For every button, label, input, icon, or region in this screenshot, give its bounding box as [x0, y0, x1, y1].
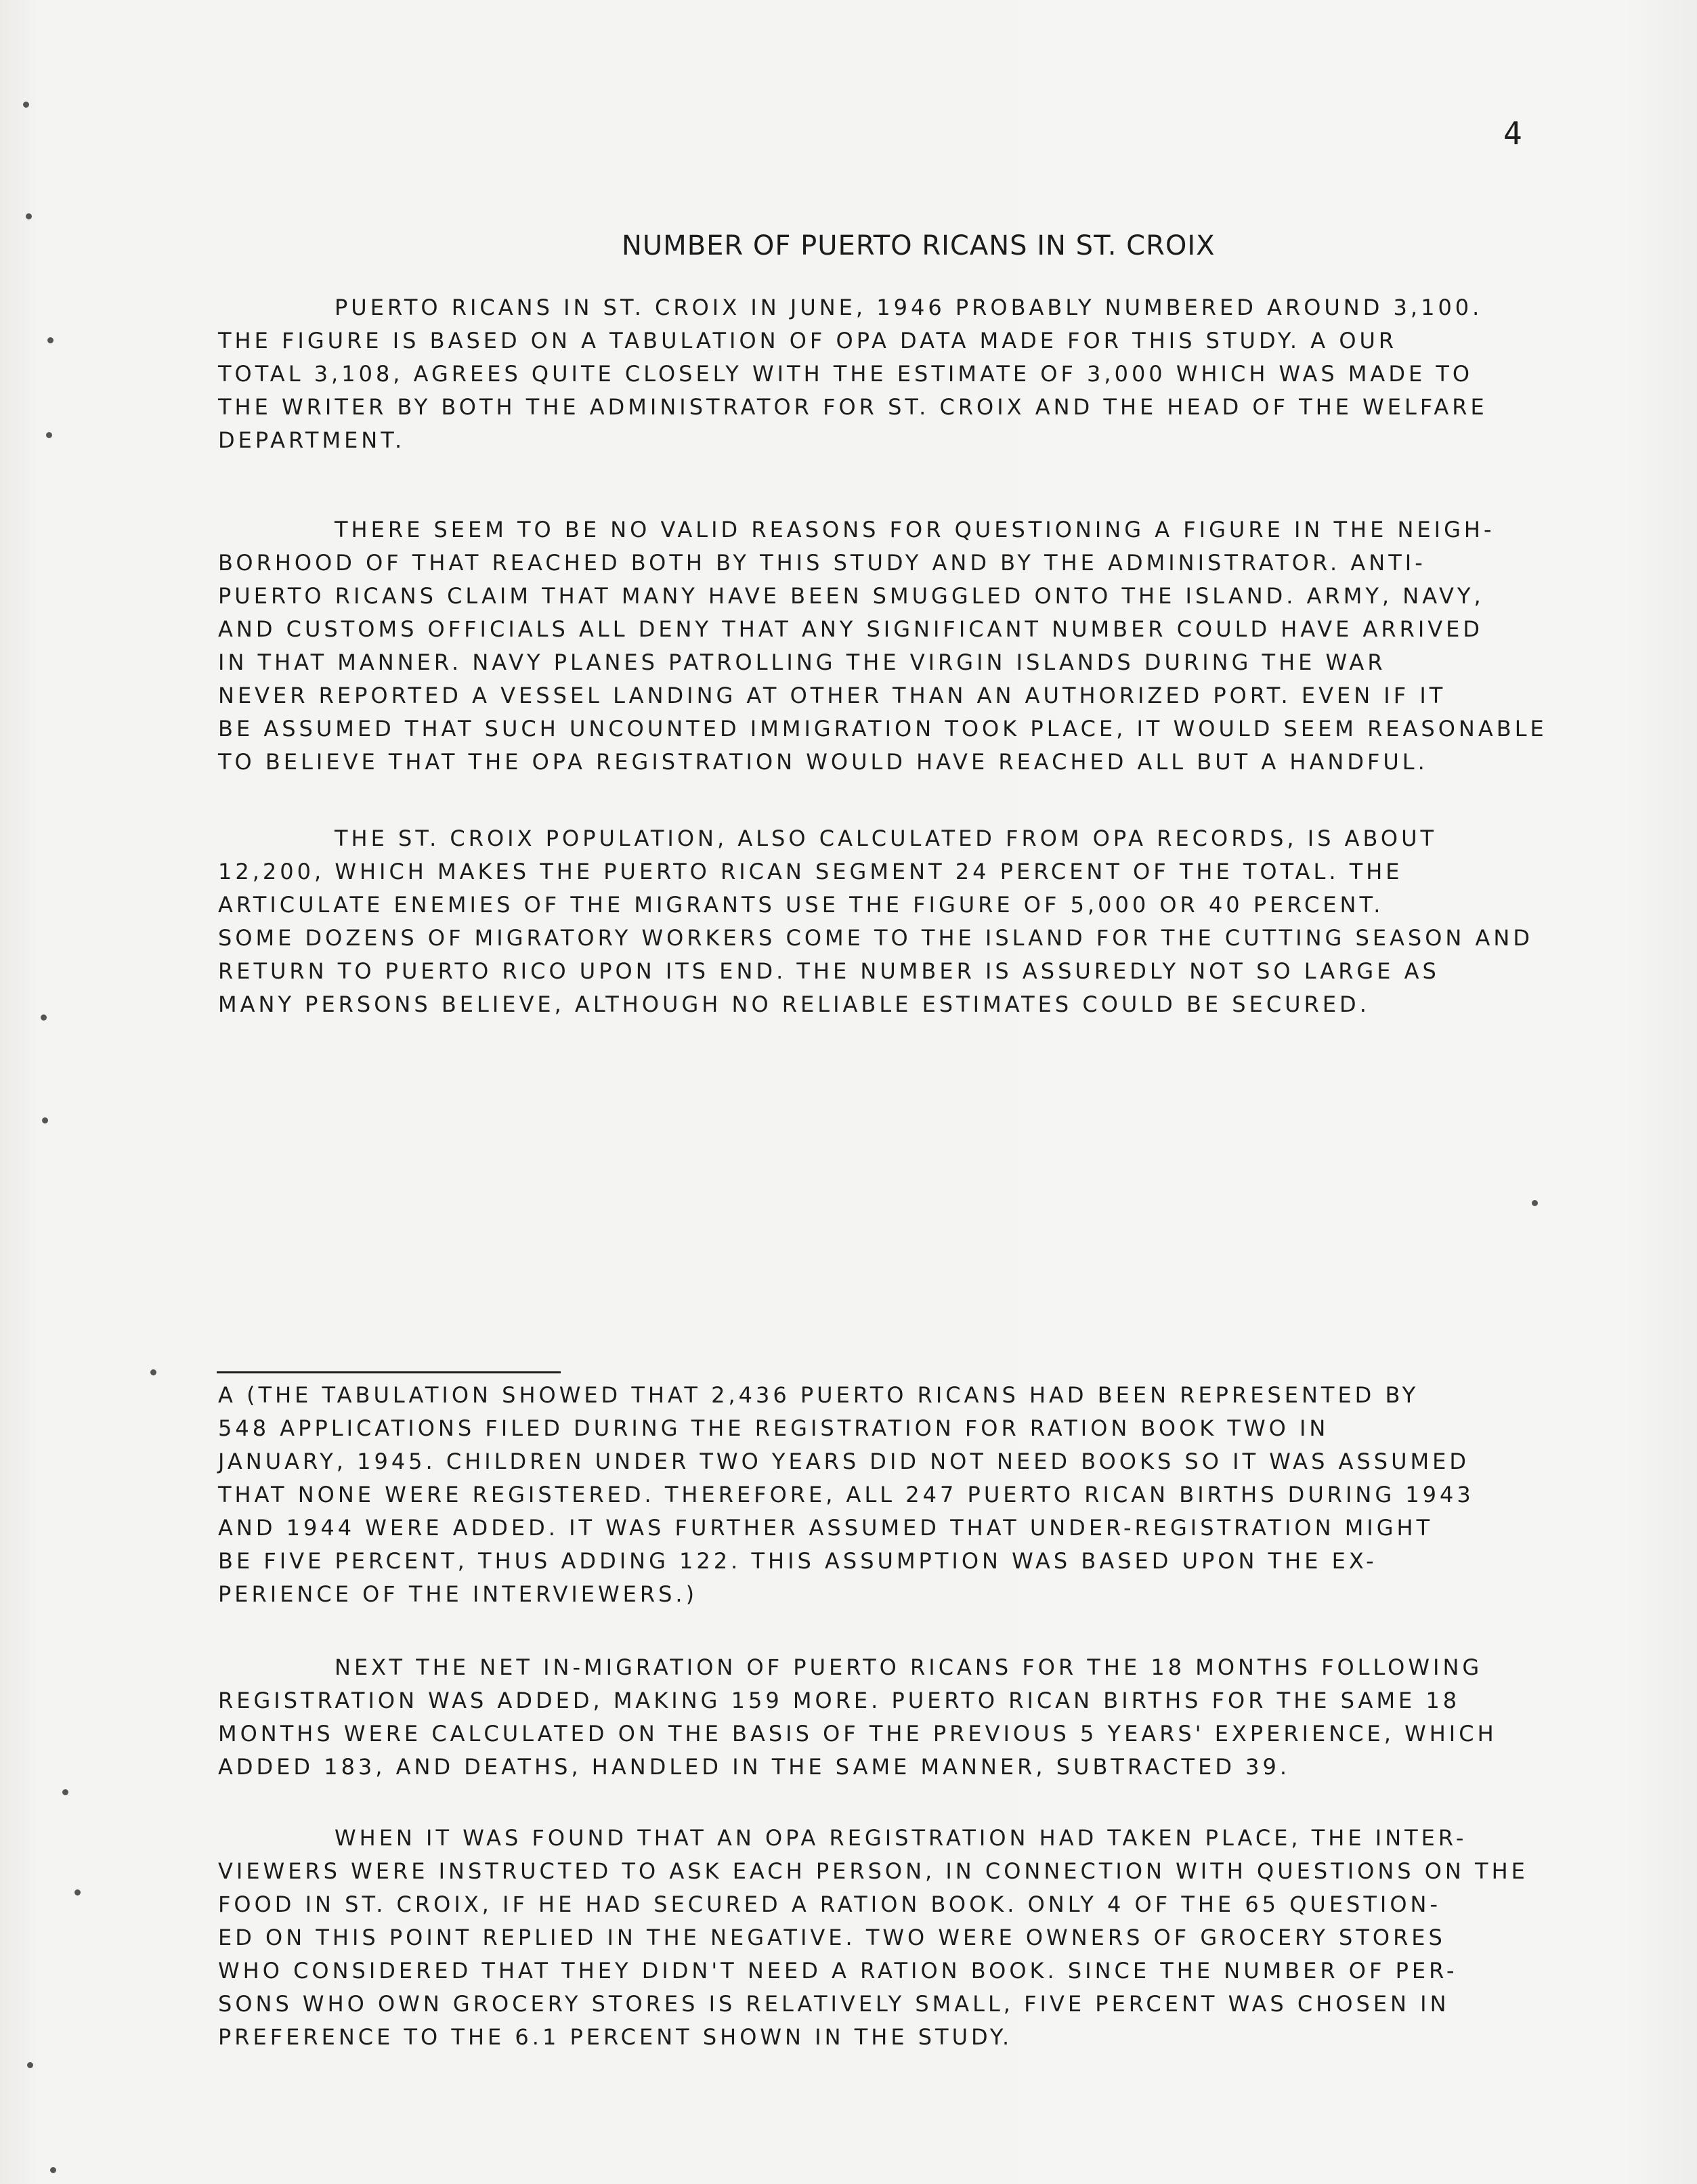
text-line: VIEWERS WERE INSTRUCTED TO ASK EACH PERSON, IN CONNECTION WITH QUESTIONS ON THE [218, 1858, 1528, 1884]
text-line: BE ASSUMED THAT SUCH UNCOUNTED IMMIGRATION TOOK PLACE, IT WOULD SEEM REASONABLE [218, 716, 1547, 742]
text-line: DEPARTMENT. [218, 427, 406, 453]
page-title: NUMBER OF PUERTO RICANS IN ST. CROIX [622, 230, 1216, 261]
footnote-divider [217, 1371, 561, 1373]
text-line: JANUARY, 1945. CHILDREN UNDER TWO YEARS DID NOT NEED BOOKS SO IT WAS ASSUMED [218, 1449, 1469, 1474]
text-line: BE FIVE PERCENT, THUS ADDING 122. THIS ASSUMPTION WAS BASED UPON THE EX- [218, 1548, 1377, 1574]
text-line: REGISTRATION WAS ADDED, MAKING 159 MORE. PUERTO RICAN BIRTHS FOR THE SAME 18 [218, 1688, 1461, 1713]
footnote-paragraph-2 [218, 1651, 1545, 1784]
text-line: PUERTO RICANS IN ST. CROIX IN JUNE, 1946 PROBABLY NUMBERED AROUND 3,100. [335, 295, 1483, 320]
text-line: SONS WHO OWN GROCERY STORES IS RELATIVELY SMALL, FIVE PERCENT WAS CHOSEN IN [218, 1991, 1450, 2017]
text-line: TOTAL 3,108, AGREES QUITE CLOSELY WITH THE ESTIMATE OF 3,000 WHICH WAS MADE TO [218, 361, 1474, 387]
scan-speck [23, 102, 29, 108]
text-line: SOME DOZENS OF MIGRATORY WORKERS COME TO THE ISLAND FOR THE CUTTING SEASON AND [218, 925, 1533, 951]
scan-speck [47, 337, 53, 343]
text-line: THAT NONE WERE REGISTERED. THEREFORE, ALL 247 PUERTO RICAN BIRTHS DURING 1943 [218, 1482, 1474, 1507]
text-line: BORHOOD OF THAT REACHED BOTH BY THIS STUDY AND BY THE ADMINISTRATOR. ANTI- [218, 550, 1426, 576]
scan-speck [50, 2167, 56, 2173]
scan-speck [42, 1117, 48, 1123]
text-line: PREFERENCE TO THE 6.1 PERCENT SHOWN IN THE STUDY. [218, 2024, 1013, 2050]
text-line: FOOD IN ST. CROIX, IF HE HAD SECURED A RATION BOOK. ONLY 4 OF THE 65 QUESTION- [218, 1891, 1441, 1917]
page-number: 4 [1503, 115, 1522, 152]
scan-speck [41, 1014, 47, 1021]
text-line: PERIENCE OF THE INTERVIEWERS.) [218, 1581, 698, 1607]
text-line: RETURN TO PUERTO RICO UPON ITS END. THE NUMBER IS ASSUREDLY NOT SO LARGE AS [218, 958, 1440, 984]
text-line: THE FIGURE IS BASED ON A TABULATION OF OPA DATA MADE FOR THIS STUDY. A OUR [218, 328, 1398, 354]
text-line: PUERTO RICANS CLAIM THAT MANY HAVE BEEN SMUGGLED ONTO THE ISLAND. ARMY, NAVY, [218, 583, 1484, 609]
text-line: NEXT THE NET IN-MIGRATION OF PUERTO RICANS FOR THE 18 MONTHS FOLLOWING [335, 1654, 1483, 1680]
text-line: ARTICULATE ENEMIES OF THE MIGRANTS USE THE FIGURE OF 5,000 OR 40 PERCENT. [218, 892, 1384, 918]
text-line: ED ON THIS POINT REPLIED IN THE NEGATIVE. TWO WERE OWNERS OF GROCERY STORES [218, 1925, 1446, 1950]
paragraph-3 [218, 822, 1545, 1021]
scan-speck [150, 1369, 156, 1375]
scan-speck [46, 432, 52, 438]
scan-speck [26, 213, 32, 219]
text-line: 548 APPLICATIONS FILED DURING THE REGISTRATION FOR RATION BOOK TWO IN [218, 1415, 1329, 1441]
text-line: THE WRITER BY BOTH THE ADMINISTRATOR FOR ST. CROIX AND THE HEAD OF THE WELFARE [218, 394, 1488, 420]
text-line: WHEN IT WAS FOUND THAT AN OPA REGISTRATION HAD TAKEN PLACE, THE INTER- [335, 1825, 1467, 1851]
scan-speck [74, 1889, 81, 1896]
paragraph-1 [218, 291, 1545, 457]
footnote-paragraph-3 [218, 1822, 1545, 2054]
scan-speck [27, 2062, 33, 2068]
text-line: 12,200, WHICH MAKES THE PUERTO RICAN SEGMENT 24 PERCENT OF THE TOTAL. THE [218, 859, 1403, 884]
text-line: THERE SEEM TO BE NO VALID REASONS FOR QUESTIONING A FIGURE IN THE NEIGH- [335, 517, 1495, 542]
text-line: MONTHS WERE CALCULATED ON THE BASIS OF THE PREVIOUS 5 YEARS' EXPERIENCE, WHICH [218, 1721, 1497, 1747]
text-line: MANY PERSONS BELIEVE, ALTHOUGH NO RELIABLE ESTIMATES COULD BE SECURED. [218, 991, 1370, 1017]
text-line: AND 1944 WERE ADDED. IT WAS FURTHER ASSUMED THAT UNDER-REGISTRATION MIGHT [218, 1515, 1434, 1541]
scan-speck [1532, 1200, 1538, 1206]
text-line: THE ST. CROIX POPULATION, ALSO CALCULATED FROM OPA RECORDS, IS ABOUT [335, 826, 1438, 851]
text-line: TO BELIEVE THAT THE OPA REGISTRATION WOULD HAVE REACHED ALL BUT A HANDFUL. [218, 749, 1428, 775]
text-line: ADDED 183, AND DEATHS, HANDLED IN THE SAME MANNER, SUBTRACTED 39. [218, 1754, 1291, 1780]
text-line: WHO CONSIDERED THAT THEY DIDN'T NEED A RATION BOOK. SINCE THE NUMBER OF PER- [218, 1958, 1458, 1984]
text-line: IN THAT MANNER. NAVY PLANES PATROLLING THE VIRGIN ISLANDS DURING THE WAR [218, 649, 1386, 675]
text-line: AND CUSTOMS OFFICIALS ALL DENY THAT ANY SIGNIFICANT NUMBER COULD HAVE ARRIVED [218, 616, 1484, 642]
footnote-paragraph-1 [218, 1379, 1545, 1611]
text-line: NEVER REPORTED A VESSEL LANDING AT OTHER THAN AN AUTHORIZED PORT. EVEN IF IT [218, 683, 1446, 708]
scan-speck [62, 1789, 68, 1795]
text-line: A (THE TABULATION SHOWED THAT 2,436 PUERTO RICANS HAD BEEN REPRESENTED BY [218, 1382, 1419, 1408]
paragraph-2 [218, 513, 1545, 779]
